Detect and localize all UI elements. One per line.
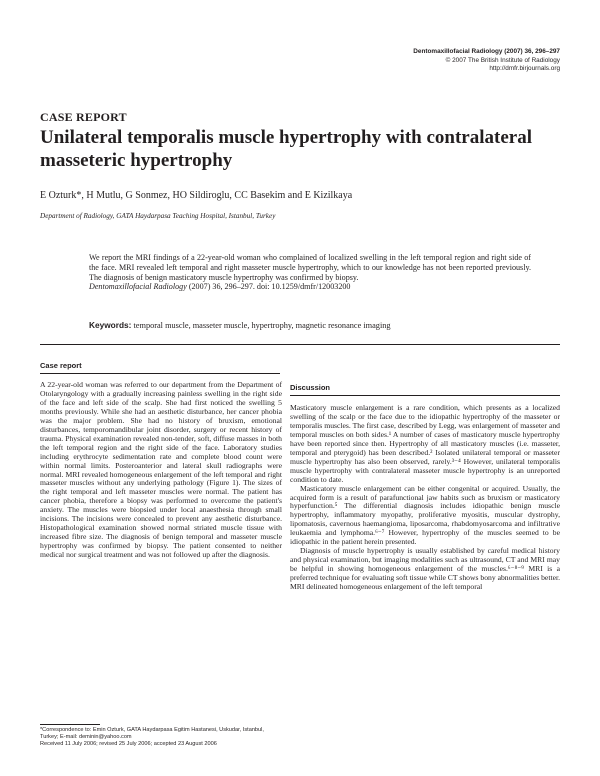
case-report-paragraph: A 22-year-old woman was referred to our department from the Department of Otolaryngology with a gradually increasing painless swelling in the right side of the face and left side of the scalp. She had first noticed the swelling 5 months previously. While she had an aesthetic disturbance, her cancer phobia was the major problem. She had no history of bruxism, emotional disturbances, temporomandibular joint disorder, surgery or recent history of trauma. Physical examination revealed non-tender, soft, diffuse masses in both the left temporal region and the right side of the face. Laboratory studies including erythrocyte sedimentation rate and complete blood count were within normal limits. Posteroanterior and lateral skull radiographs were normal. MRI revealed homogeneous enlargement of the left temporal and right masseter muscles without any underlying pathology (Figure 1). The sizes of the right temporal and left masseter muscles were normal. The patient has cancer phobia, therefore a biopsy was performed to overcome the patient's anxiety. The muscles were biopsied under local anaesthesia through small incisions. The incisions were concealed to prevent any aesthetic disturbance. Histopathological examination showed normal striated muscle tissue with increased fibre size. The diagnosis of benign temporal and masseter muscle hypertrophy was confirmed by biopsy. The patient consented to neither medical nor surgical treatment and was not followed up after the diagnosis. (40, 380, 282, 560)
divider (40, 344, 560, 345)
abstract (89, 253, 531, 292)
discussion-paragraph-3: Diagnosis of muscle hypertrophy is usually established by careful medical history and physical examination, but imaging modalities such as ultrasound, CT and MRI may be helpful in showing homogeneous enlargement of the muscles.⁶⁻⁸⁻⁹ MRI is a preferred technique for evaluating soft tissue while CT shows bony abnormalities better. MRI delineated homogeneous enlargement of the left temporal (290, 546, 560, 592)
discussion-paragraph-2: Masticatory muscle enlargement can be either congenital or acquired. Usually, the acquired form is a result of parafunctional jaw habits such as bruxism or masticatory hyperfunction.⁵ The differential diagnosis includes idiopathic benign muscle hypertrophy, inflammatory myopathy, proliferative myositis, muscular dystrophy, lipomatosis, cavernous haemangioma, liposarcoma, rhabdomyosarcoma and infiltrative leukaemia and lymphoma.⁶⁻⁷ However, hypertrophy of the muscles seemed to be idiopathic in the patient herein presented. (290, 483, 560, 547)
abstract-citation-journal: Dentomaxillofacial Radiology (89, 282, 187, 292)
correspondence-note: *Correspondence to: Emin Ozturk, GATA Haydarpasa Egitim Hastanesi, Uskudar, Istanbul, Turkey; E-mail: deminin@yahoo.com (40, 727, 264, 741)
journal-url[interactable]: http://dmfr.birjournals.org (489, 65, 560, 73)
footnote (40, 727, 280, 749)
discussion-paragraph-1: Masticatory muscle enlargement is a rare condition, which presents as a localized swelling of the scalp or the face due to the idiopathic hypertrophy of the masseter or temporalis muscles. The first case, described by Legg, was enlargement of masseter and temporal muscles on both sides.¹ A number of cases of masticatory muscle hypertrophy have been reported since then. Hypertrophy of all masticatory muscles (i.e. masseter, temporal and pterygoid) has been described.² Isolated unilateral temporal or masseter muscle hypertrophy has also been observed, rarely.³⁻⁴ However, unilateral temporalis muscle hypertrophy with contralateral masseter muscle hypertrophy is an unreported condition to date. (290, 403, 560, 484)
abstract-citation-details: (2007) 36, 296–297. doi: 10.1259/dmfr/12003200 (188, 282, 351, 292)
journal-citation: Dentomaxillofacial Radiology (2007) 36, 296–297 (413, 48, 560, 55)
section-label: CASE REPORT (40, 110, 127, 124)
discussion-heading: Discussion (290, 383, 331, 392)
footnote-rule (40, 724, 100, 725)
article-title: Unilateral temporalis muscle hypertrophy with contralateral masseteric hypertrophy (40, 127, 532, 171)
abstract-text: We report the MRI findings of a 22-year-old woman who complained of localized swelling in the left temporal region and right side of the face. MRI revealed left temporal and right masseter muscle hypertrophy, which to our knowledge has not been reported previously. The diagnosis of benign masticatory muscle hypertrophy was confirmed by biopsy. (89, 253, 531, 282)
received-dates: Received 11 July 2006; revised 25 July 2006; accepted 23 August 2006 (40, 741, 217, 748)
journal-copyright: © 2007 The British Institute of Radiology (445, 56, 560, 64)
affiliation: Department of Radiology, GATA Haydarpasa Teaching Hospital, Istanbul, Turkey (40, 212, 276, 220)
case-report-rule (40, 373, 280, 374)
discussion-rule (290, 395, 560, 396)
discussion-column (290, 404, 560, 592)
keywords (89, 320, 549, 330)
case-report-heading: Case report (40, 361, 82, 370)
keywords-label: Keywords: (89, 320, 132, 330)
case-report-column (40, 381, 282, 560)
keywords-text: temporal muscle, masseter muscle, hypertrophy, magnetic resonance imaging (133, 321, 391, 330)
journal-header (330, 48, 560, 74)
author-list: E Ozturk*, H Mutlu, G Sonmez, HO Sildiroglu, CC Basekim and E Kizilkaya (40, 190, 353, 201)
